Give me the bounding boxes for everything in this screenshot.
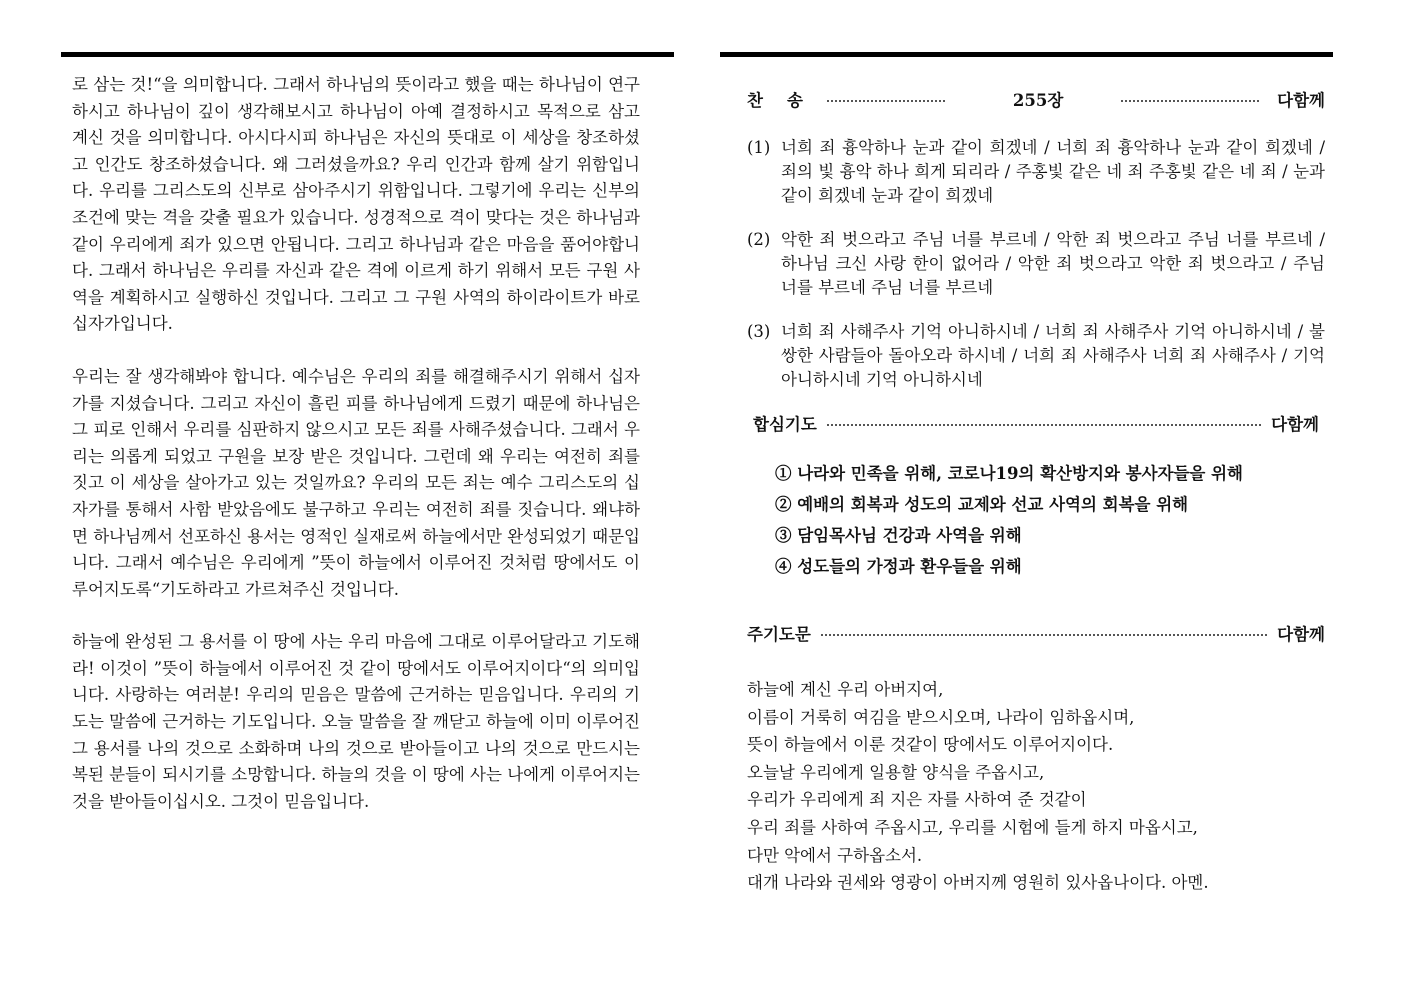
worship-order [747, 84, 1325, 897]
leader-dots [827, 100, 945, 102]
hymn-heading [747, 84, 1325, 114]
lords-prayer-who: 다함께 [1277, 625, 1325, 644]
lords-prayer-line: 오늘날 우리에게 일용할 양식을 주옵시고, [747, 762, 1045, 782]
prayer-who: 다함께 [1271, 415, 1319, 434]
sermon-text [72, 72, 640, 815]
lords-prayer-line: 이름이 거룩히 여김을 받으시오며, 나라이 임하옵시며, [747, 707, 1135, 727]
lords-prayer-line: 다만 악에서 구하옵소서. [747, 845, 923, 865]
hymn-verse [747, 136, 1325, 208]
left-top-rule [61, 52, 674, 57]
prayer-label: 합심기도 [753, 415, 817, 434]
lords-prayer-line: 우리가 우리에게 죄 지은 자를 사하여 준 것같이 [747, 790, 1087, 810]
lords-prayer-line: 뜻이 하늘에서 이룬 것같이 땅에서도 이루어지이다. [747, 735, 1114, 755]
verse-number: (3) [747, 322, 771, 341]
hymn-verse [747, 320, 1325, 392]
hymn-verses [747, 136, 1325, 392]
lords-prayer-line: 대개 나라와 권세와 영광이 아버지께 영원히 있사옵나이다. 아멘. [747, 873, 1209, 893]
leader-dots [827, 424, 1261, 426]
prayer-list [775, 458, 1325, 582]
prayer-item: ③ 담임목사님 건강과 사역을 위해 [775, 526, 1022, 545]
verse-number: (2) [747, 230, 771, 249]
prayer-heading [747, 408, 1325, 438]
verse-text: 너희 죄 흉악하나 눈과 같이 희겠네 / 너희 죄 흉악하나 눈과 같이 희겠네 / 죄의 빛 흉악 하나 희게 되리라 / 주홍빛 같은 네 죄 주홍빛 같은 네 죄 / 눈과 같이 희겠네 눈과 같이 희겠네 [781, 138, 1325, 205]
lords-prayer-line: 하늘에 계신 우리 아버지여, [747, 680, 944, 699]
sermon-paragraph: 우리는 잘 생각해봐야 합니다. 예수님은 우리의 죄를 해결해주시기 위해서 십자가를 지셨습니다. 그리고 자신이 흘린 피를 하나님에게 드렸기 때문에 하나님은 그 피로 인해서 우리를 심판하지 않으시고 모든 죄를 사해주셨습니다. 그래서 우리는 의롭게 되었고 구원을 보장 받은 것입니다. 그런데 왜 우리는 여전히 죄를 짓고 이 세상을 살아가고 있는 것일까요? 우리의 모든 죄는 예수 그리스도의 십자가를 통해서 사함 받았음에도 불구하고 우리는 여전히 죄를 짓습니다. 왜냐하면 하나님께서 선포하신 용서는 영적인 실재로써 하늘에서만 완성되었기 때문입니다. 그래서 예수님은 우리에게 ”뜻이 하늘에서 이루어진 것처럼 땅에서도 이루어지도록“기도하라고 가르쳐주신 것입니다. [72, 366, 640, 599]
sermon-paragraph: 하늘에 완성된 그 용서를 이 땅에 사는 우리 마음에 그대로 이루어달라고 기도해라! 이것이 ”뜻이 하늘에서 이루어진 것 같이 땅에서도 이루어지이다“의 의미입니다. 사랑하는 여러분! 우리의 믿음은 말씀에 근거하는 믿음입니다. 우리의 기도는 말씀에 근거하는 기도입니다. 오늘 말씀을 잘 깨닫고 하늘에 이미 이루어진 그 용서를 나의 것으로 소화하며 나의 것으로 받아들이고 나의 것으로 만드시는 복된 분들이 되시기를 소망합니다. 하늘의 것을 이 땅에 사는 나에게 이루어지는 것을 받아들이십시오. 그것이 믿음입니다. [72, 632, 640, 811]
hymn-who: 다함께 [1277, 91, 1325, 110]
prayer-item: ④ 성도들의 가정과 환우들을 위해 [775, 557, 1022, 576]
verse-text: 악한 죄 벗으라고 주님 너를 부르네 / 악한 죄 벗으라고 주님 너를 부르네 / 하나님 크신 사랑 한이 없어라 / 악한 죄 벗으라고 악한 죄 벗으라고 / 주님 너를 부르네 주님 너를 부르네 [781, 230, 1325, 297]
hymn-verse [747, 228, 1325, 300]
lords-prayer-line: 우리 죄를 사하여 주옵시고, 우리를 시험에 들게 하지 마옵시고, [747, 817, 1198, 837]
prayer-item: ② 예배의 회복과 성도의 교제와 선교 사역의 회복을 위해 [775, 495, 1189, 514]
leader-dots [1121, 100, 1259, 102]
prayer-item: ① 나라와 민족을 위해, 코로나19의 확산방지와 봉사자들을 위해 [775, 464, 1243, 483]
lords-prayer-label: 주기도문 [747, 625, 811, 644]
leader-dots [821, 634, 1267, 636]
lords-prayer-heading [747, 618, 1325, 648]
right-top-rule [720, 52, 1333, 57]
verse-text: 너희 죄 사해주사 기억 아니하시네 / 너희 죄 사해주사 기억 아니하시네 / 불쌍한 사람들아 돌아오라 하시네 / 너희 죄 사해주사 너희 죄 사해주사 / 기억 아니하시네 기억 아니하시네 [781, 322, 1325, 389]
hymn-label: 찬송 [747, 91, 827, 110]
verse-number: (1) [747, 138, 771, 157]
lords-prayer-text [747, 676, 1325, 897]
hymn-number: 255장 [1012, 91, 1064, 110]
sermon-paragraph: 로 삼는 것!“을 의미합니다. 그래서 하나님의 뜻이라고 했을 때는 하나님이 연구하시고 하나님이 깊이 생각해보시고 하나님이 아예 결정하시고 목적으로 삼고 계신 것을 의미합니다. 아시다시피 하나님은 자신의 뜻대로 이 세상을 창조하셨고 인간도 창조하셨습니다. 왜 그러셨을까요? 우리 인간과 함께 살기 위함입니다. 우리를 그리스도의 신부로 삼아주시기 위함입니다. 그렇기에 우리는 신부의 조건에 맞는 격을 갖출 필요가 있습니다. 성경적으로 격이 맞다는 것은 하나님과 같이 우리에게 죄가 있으면 안됩니다. 그리고 하나님과 같은 마음을 품어야합니다. 그래서 하나님은 우리를 자신과 같은 격에 이르게 하기 위해서 모든 구원 사역을 계획하시고 실행하신 것입니다. 그리고 그 구원 사역의 하이라이트가 바로 십자가입니다. [72, 75, 640, 334]
